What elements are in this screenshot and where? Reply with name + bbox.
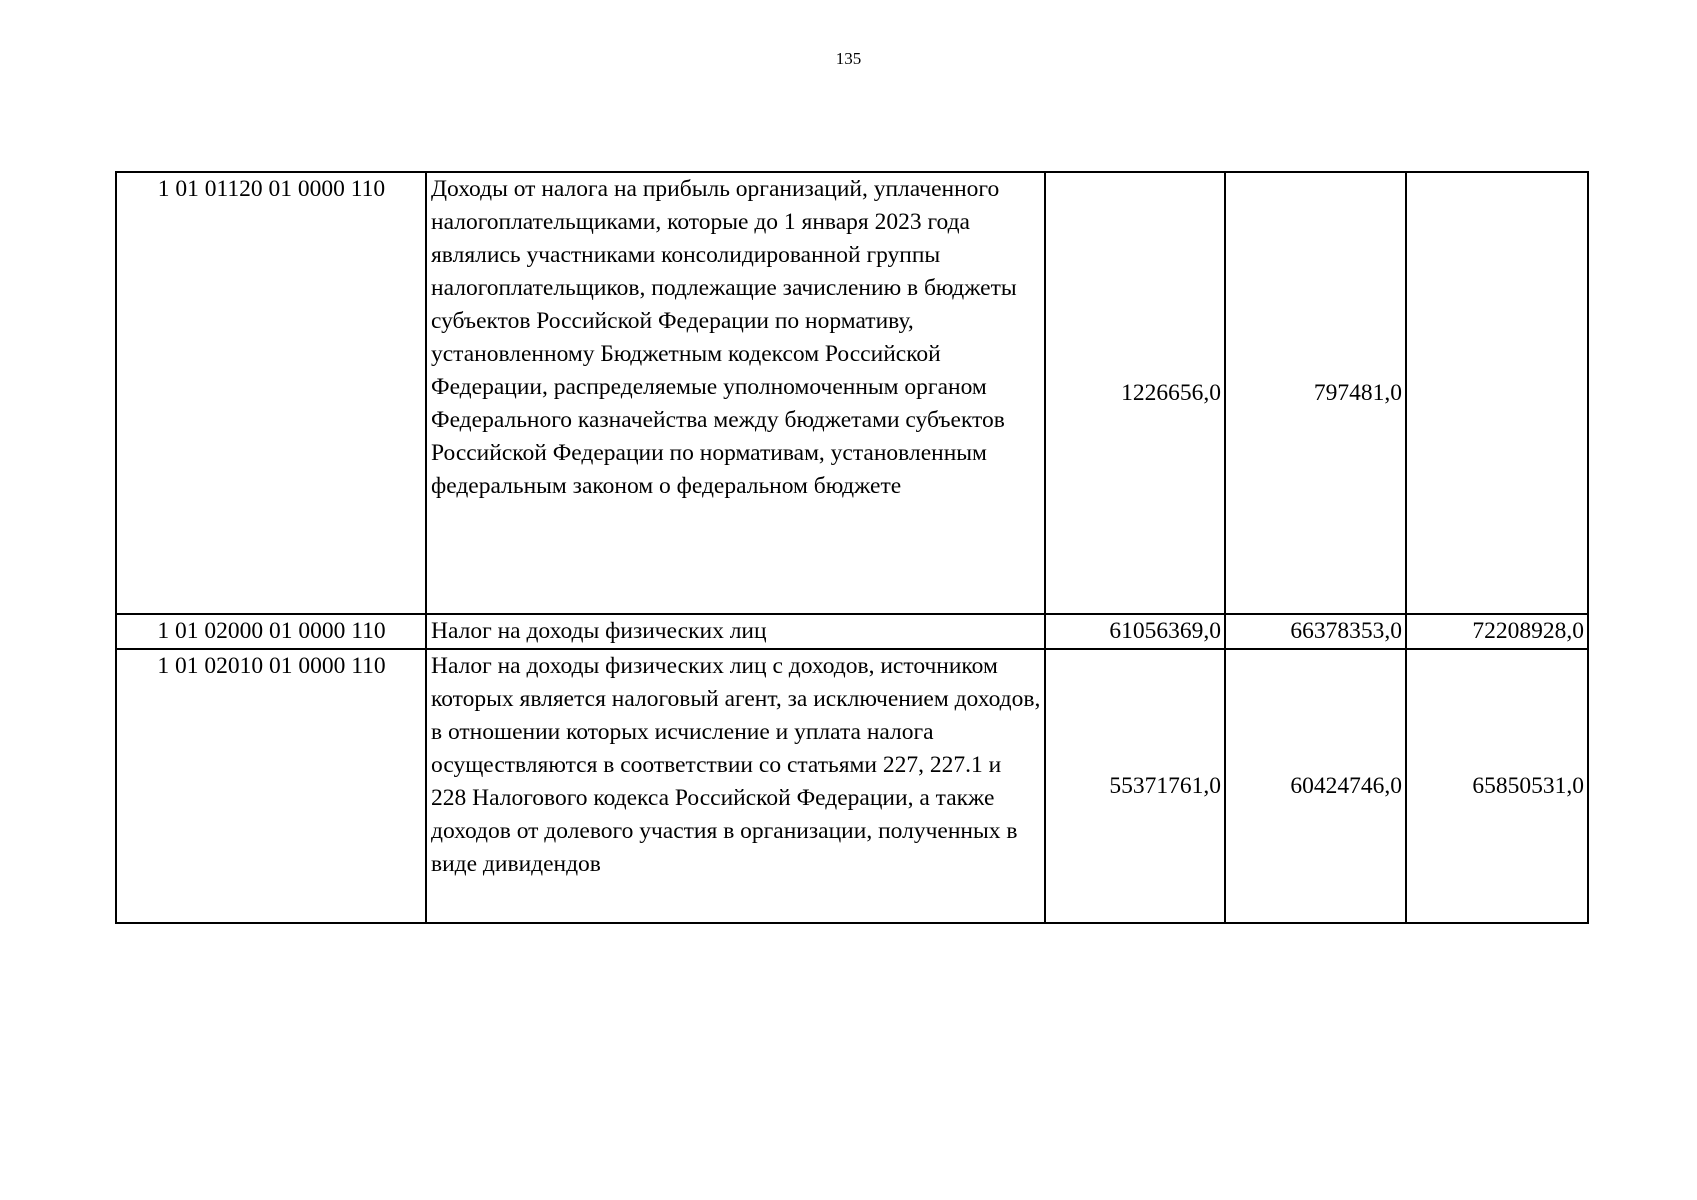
value-cell-2: 797481,0 [1225, 172, 1406, 614]
page-number: 135 [835, 49, 862, 68]
value-cell-3: 65850531,0 [1406, 649, 1588, 923]
budget-code-cell: 1 01 02010 01 0000 110 [116, 649, 426, 923]
budget-code-cell: 1 01 02000 01 0000 110 [116, 614, 426, 649]
budget-code-cell: 1 01 01120 01 0000 110 [116, 172, 426, 614]
table-row [116, 649, 1588, 923]
description-cell: Доходы от налога на прибыль организаций, уплаченного налогоплательщиками, которые до 1 января 2023 года являлись участниками консолидированной группы налогоплательщиков, подлежащие зачислению в бюджеты субъектов Российской Федерации по нормативу, установленному Бюджетным кодексом Российской Федерации, распределяемые уполномоченным органом Федерального казначейства между бюджетами субъектов Российской Федерации по нормативам, установленным федеральным законом о федеральном бюджете [426, 172, 1045, 614]
value-cell-2: 66378353,0 [1225, 614, 1406, 649]
value-cell-1: 1226656,0 [1045, 172, 1225, 614]
value-cell-1: 55371761,0 [1045, 649, 1225, 923]
description-cell: Налог на доходы физических лиц [426, 614, 1045, 649]
value-cell-1: 61056369,0 [1045, 614, 1225, 649]
value-cell-3: 72208928,0 [1406, 614, 1588, 649]
value-cell-2: 60424746,0 [1225, 649, 1406, 923]
description-cell: Налог на доходы физических лиц с доходов, источником которых является налоговый агент, за исключением доходов, в отношении которых исчисление и уплата налога осуществляются в соответствии со статьями 227, 227.1 и 228 Налогового кодекса Российской Федерации, а также доходов от долевого участия в организации, полученных в виде дивидендов [426, 649, 1045, 923]
budget-table [115, 171, 1589, 924]
table-row [116, 172, 1588, 614]
value-cell-3 [1406, 172, 1588, 614]
table-row [116, 614, 1588, 649]
